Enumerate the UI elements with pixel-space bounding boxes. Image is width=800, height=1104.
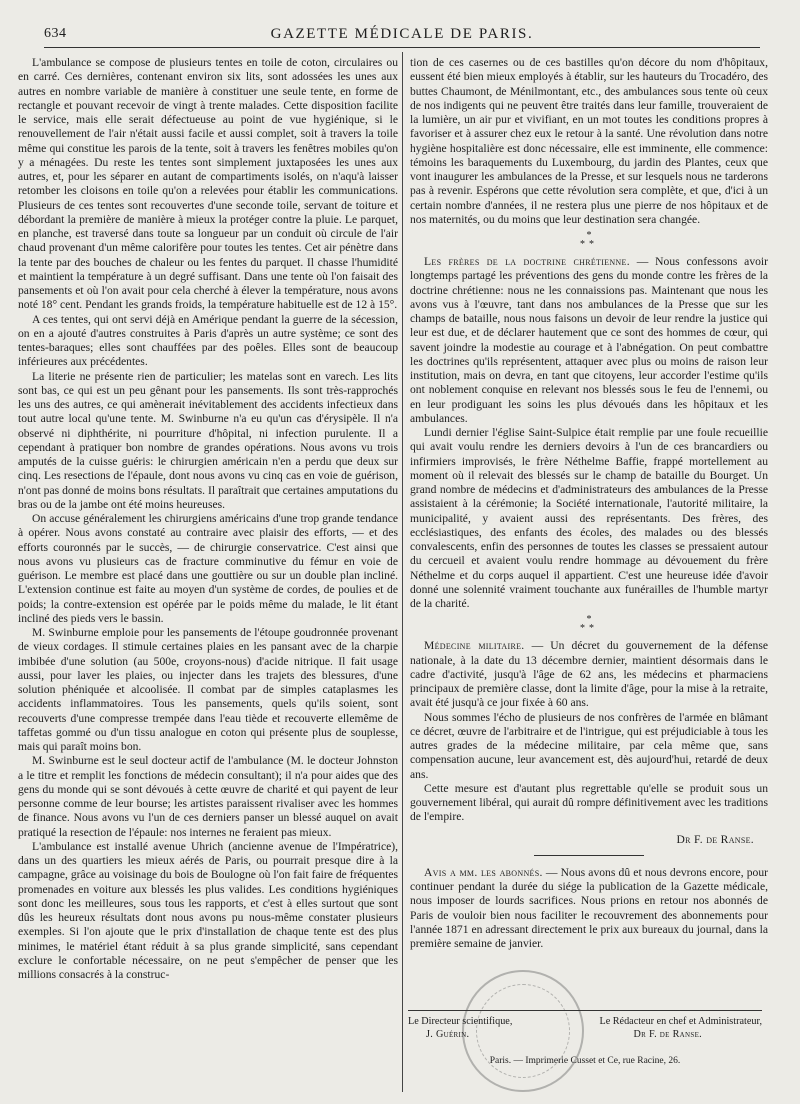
page-number: 634 [44,26,67,41]
column-divider [402,52,403,1092]
avis-paragraph [410,866,768,952]
footer-names [408,1028,762,1041]
footer-director-name: J. Guérin. [426,1029,470,1040]
freres-heading: Les frères de la doctrine chrétienne. [424,255,630,268]
section-separator: * ** [580,230,598,250]
running-title: GAZETTE MÉDICALE DE PARIS. [270,26,534,42]
section-separator: * ** [580,614,598,635]
militaire-paragraph [410,639,768,710]
freres-paragraph-2: Lundi dernier l'église Saint-Sulpice était remplie par une foule recueillie qui avait voulu rendre les derniers devoirs à l'un de ces brancardiers ou infirmiers improvisés, le frère Néthelme Baffie, frappé mortellement au moment où il relevait des blessés sur le champ de bataille du Bourget. Un grand nombre de médecins et d'administrateurs des ambulances de la Presse assistaient à la cérémonie; la Société internationale, l'autorité militaire, la municipalité, y avaient aussi des représentants. Des frères, des ecclésiastiques, des enfants des écoles, des malades ou des blessés convalescents, enfin des personnes de toutes les classes se pressaient autour du cercueil et avaient voulu rendre hommage au dévouement du frère Néthelme et du corps auquel il appartient. C'est une heureuse idée d'avoir donné une solennité vraiment touchante aux funérailles de l'humble martyr de la charité. [410,426,768,610]
militaire-body: — Un décret du gouvernement de la défense nationale, à la date du 13 décembre dernier, maintient désormais dans le cadre d'activité, jusqu'à l'âge de 62 ans, les médecins et pharmaciens principaux de première classe, dont la limite d'âge, pour la mise à la retraite, avait été jusqu'à ce jour fixée à 60 ans. [410,639,768,710]
printer-line: Paris. — Imprimerie Cusset et Ce, rue Racine, 26. [489,1056,681,1066]
header-rule [44,47,760,48]
militaire-heading: Médecine militaire. [424,639,525,653]
paragraph-installation: L'ambulance est installé avenue Uhrich (ancienne avenue de l'Impératrice), dans un des quartiers les mieux aérés de Paris, ou pourrait presque dire à la campagne, grâce au voisinage du bois de Boulogne où l'on fait faire de fréquentes promenades en voiture aux blessés les plus valides. Les conditions hygiéniques sont donc les meilleures, sous tous les rapports, et c'est à elles surtout que sont dûs les heureux résultats dont nous avons pu nous-même constater plusieurs exemples. Si l'on ajoute que le prix d'installation de chaque tente est des plus minimes, le matériel étant réduit à sa plus grande simplicité, sans cependant exclure le confortable nécessaire, on ne peut s'empêcher de penser que les millions consacrés à la construc- [18,839,398,981]
paragraph-continuation: tion de ces casernes ou de ces bastilles qu'on décore du nom d'hôpitaux, eussent été bien mieux employés à établir, sur les hauteurs du Trocadéro, des buttes Chaumont, de Ménilmontant, etc., des ambulances sous tente où ceux de nos indigents qui ne peuvent être traités dans leur famille, trouveraient de la lumière, un air pur et vivifiant, en un mot toutes les conditions propres à favoriser et à assurer chez eux le retour à la santé. Une révolution dans notre hygiène hospitalière est donc nécessaire, elle est imminente, elle commence: témoins les baraquements du Luxembourg, du jardin des Plantes, ceux que vont inaugurer les ambulances de la Presse, et sur lesquels nous ne tarderons pas à revenir. Espérons que cette révolution sera complète, et que, d'ici à un certain nombre d'années, il ne restera plus une pierre de nos hôpitaux et de nos maternités, ou du moins que leur destination sera changée. [410,56,768,226]
footer-roles [408,1015,762,1028]
page-footer [408,1010,762,1068]
militaire-paragraph-2: Nous sommes l'écho de plusieurs de nos confrères de l'armée en blâmant ce décret, œuvre de l'arbitraire et de l'intrigue, qui est préjudiciable à tous les autres grades de la médecine militaire, par cela même que, sans compensation aucune, leur avancement est, dès aujourd'hui, retardé de deux ans. [410,710,768,781]
paragraph-tent-baraques: A ces tentes, qui ont servi déjà en Amérique pendant la guerre de la sécession, on en a ajouté d'autres construites à Paris d'après un autre système; ce sont des tentes-baraques; elles sont chauffées par des poêles. Elles sont de beaucoup inférieures aux précédentes. [18,312,398,369]
paragraph-ambulance-tents: L'ambulance se compose de plusieurs tentes en toile de coton, circulaires ou en carré. Ces dernières, contenant environ six lits, sont adossées les unes aux autres en nombre variable de manière à constituer une seule tente, en forme de rectangle et pouvant recevoir de vingt à trente malades. Cette disposition facilite le service, mais elle serait défectueuse au point de vue hygiénique, si le renouvellement de l'air n'était aussi facile et aussi complet, soit à travers la toile même qui constitue les parois de la tente, soit à travers les fenêtres mobiles qu'on y a ménagées. Du reste les tentes sont simplement juxtaposées les unes aux autres, et, pour les séparer en autant de compartiments isolés, on n'aqu'à laisser retomber les cloisons en toile qu'on a relevées pour établir les communications. Plusieurs de ces tentes sont recouvertes d'une seconde toile, servant de toiture et débordant la première de manière à mieux la protéger contre la pluie. Le parquet, en planche, est traversé dans toute sa longueur par un conduit où circule de l'air chaud provenant d'un même calorifère pour toutes les tentes. Cet air pénètre dans la tente par des bouches de chaleur ou les fentes du parquet. Il chasse l'humidité et maintient la température à un degré suffisant. Dans une tente où l'on faisait des pansements et où l'on avait pour cela cherché à élever la température, nous avons noté 18° cent. Pendant les grands froids, la température habituelle est de 12 à 15°. [18,56,398,312]
paragraph-swinburne: M. Swinburne est le seul docteur actif de l'ambulance (M. le docteur Johnston a le titre et remplit les fonctions de médecin consultant); il n'a pour aides que des gens du monde qui se sont dévoués à cette œuvre de charité et qui payent de leur personne comme de leur bourse; les artistes paraissent rivaliser avec les hommes de finance. Nous avons vu l'un de ces derniers panser un blessé auquel on avait pratiqué la resection de l'épaule: nos internes ne feraient pas mieux. [18,754,398,839]
avis-heading: Avis a mm. les abonnés. [424,865,543,879]
avis-body: — Nous avons dû et nous devrons encore, pour continuer pendant la durée du siége la publication de la Gazette médicale, nous imposer de lourds sacrifices. Nous prions en retour nos abonnés de Paris de vouloir bien nous faciliter le recouvrement des abonnements pour l'année 1871 en adressant directement le prix aux bureaux du journal, dans la première semaine de janvier. [410,865,769,950]
paragraph-pansements: M. Swinburne emploie pour les pansements de l'étoupe goudronnée provenant de vieux cordages. Il stimule certaines plaies en les pansant avec de la charpie imbibée d'une solution (au 500e, croyons-nous) d'acide nitrique. Il fait usage aussi, pour laver les plaies, ou injecter dans les trajets des blessures, d'une solution phéniquée et alcoolisée. Il combat par de simples cataplasmes les accidents inflammatoires. Tous les pansements, quels qu'ils soient, sont recouverts d'une compresse trempée dans l'eau tiède et recouverte ellemême de taffetas gommé ou d'un tissu analogue en coton qui présente plus de souplesse, mais qui paraît moins bon. [18,626,398,753]
right-column [410,56,768,1056]
short-rule [534,855,644,856]
militaire-paragraph-3: Cette mesure est d'autant plus regrettable qu'elle se produit sous un gouvernement libéral, qui aurait dû rompre définitivement avec les traditions de l'empire. [410,781,768,824]
footer-editor-name: Dr F. de Ranse. [633,1029,702,1040]
signature: Dr F. de Ranse. [676,832,754,846]
footer-director-role: Le Directeur scientifique, [408,1016,513,1027]
left-column [18,56,398,1102]
paragraph-chirurgie-conservatrice: On accuse généralement les chirurgiens américains d'une trop grande tendance à opérer. Nous avons constaté au contraire avec plaisir des efforts, — et des efforts couronnés par le succès, — de chirurgie conservatrice. C'est ainsi que nous avons vu plusieurs cas de fracture comminutive du fémur en voie de guérison. Le membre est placé dans une gouttière ou sur un double plan incliné. L'extension continue est faite au moyen d'un système de cordes, de poulies et de poids; la contre-extension est opérée par le poids même du malade, le lit étant incliné des pieds vers le bassin. [18,512,398,625]
freres-paragraph [410,255,768,426]
freres-body: — Nous confessons avoir longtemps partagé les préventions des gens du monde contre les frères de la doctrine chrétienne: nous ne les connaissions pas. Maintenant que nous les avons vus à l'œuvre, tant dans nos ambulances de la Presse que sur les champs de bataille, nous nous faisons un devoir de leur rendre la justice qui leur est due, et de déclarer hautement que ce sont des hommes de cœur, qui savent joindre la modestie au courage et à l'abnégation. On peut combattre les doctrines qu'ils représentent, attaquer avec plus ou moins de raison leur institution, mais on devra, en tant que citoyens, leur accorder l'estime qu'ils ont noblement conquise en relevant nos blessés sous le feu de l'ennemi, ou en leur prodiguant les soins les plus dévoués dans les hôpitaux et les ambulances. [410,255,768,425]
page-header [44,22,760,44]
footer-editor-role: Le Rédacteur en chef et Administrateur, [599,1016,762,1027]
paragraph-literie: La literie ne présente rien de particulier; les matelas sont en varech. Les lits sont bas, ce qui est un peu gênant pour les pansements. Ils sont très-rapprochés les uns des autres, ce qui amènerait inévitablement des accidents infectieux dans tout autre local qu'une tente. M. Swinburne n'a eu qu'un cas d'érysipèle. Il n'a observé ni diphthérite, ni pourriture d'hôpital, ni infection purulente. Il a cependant à pratiquer bon nombre de grandes opérations. Nous avons vu trois amputés de la cuisse guéris: le chirurgien américain n'en a perdu que deux sur cinq. Les resections de l'épaule, dont nous avons vu cinq cas en voie de guérison, n'ont pas donné de moins bons résultats. Il paraîtrait que certaines amputations du bras ou de la jambe ont été moins heureuses. [18,369,398,511]
